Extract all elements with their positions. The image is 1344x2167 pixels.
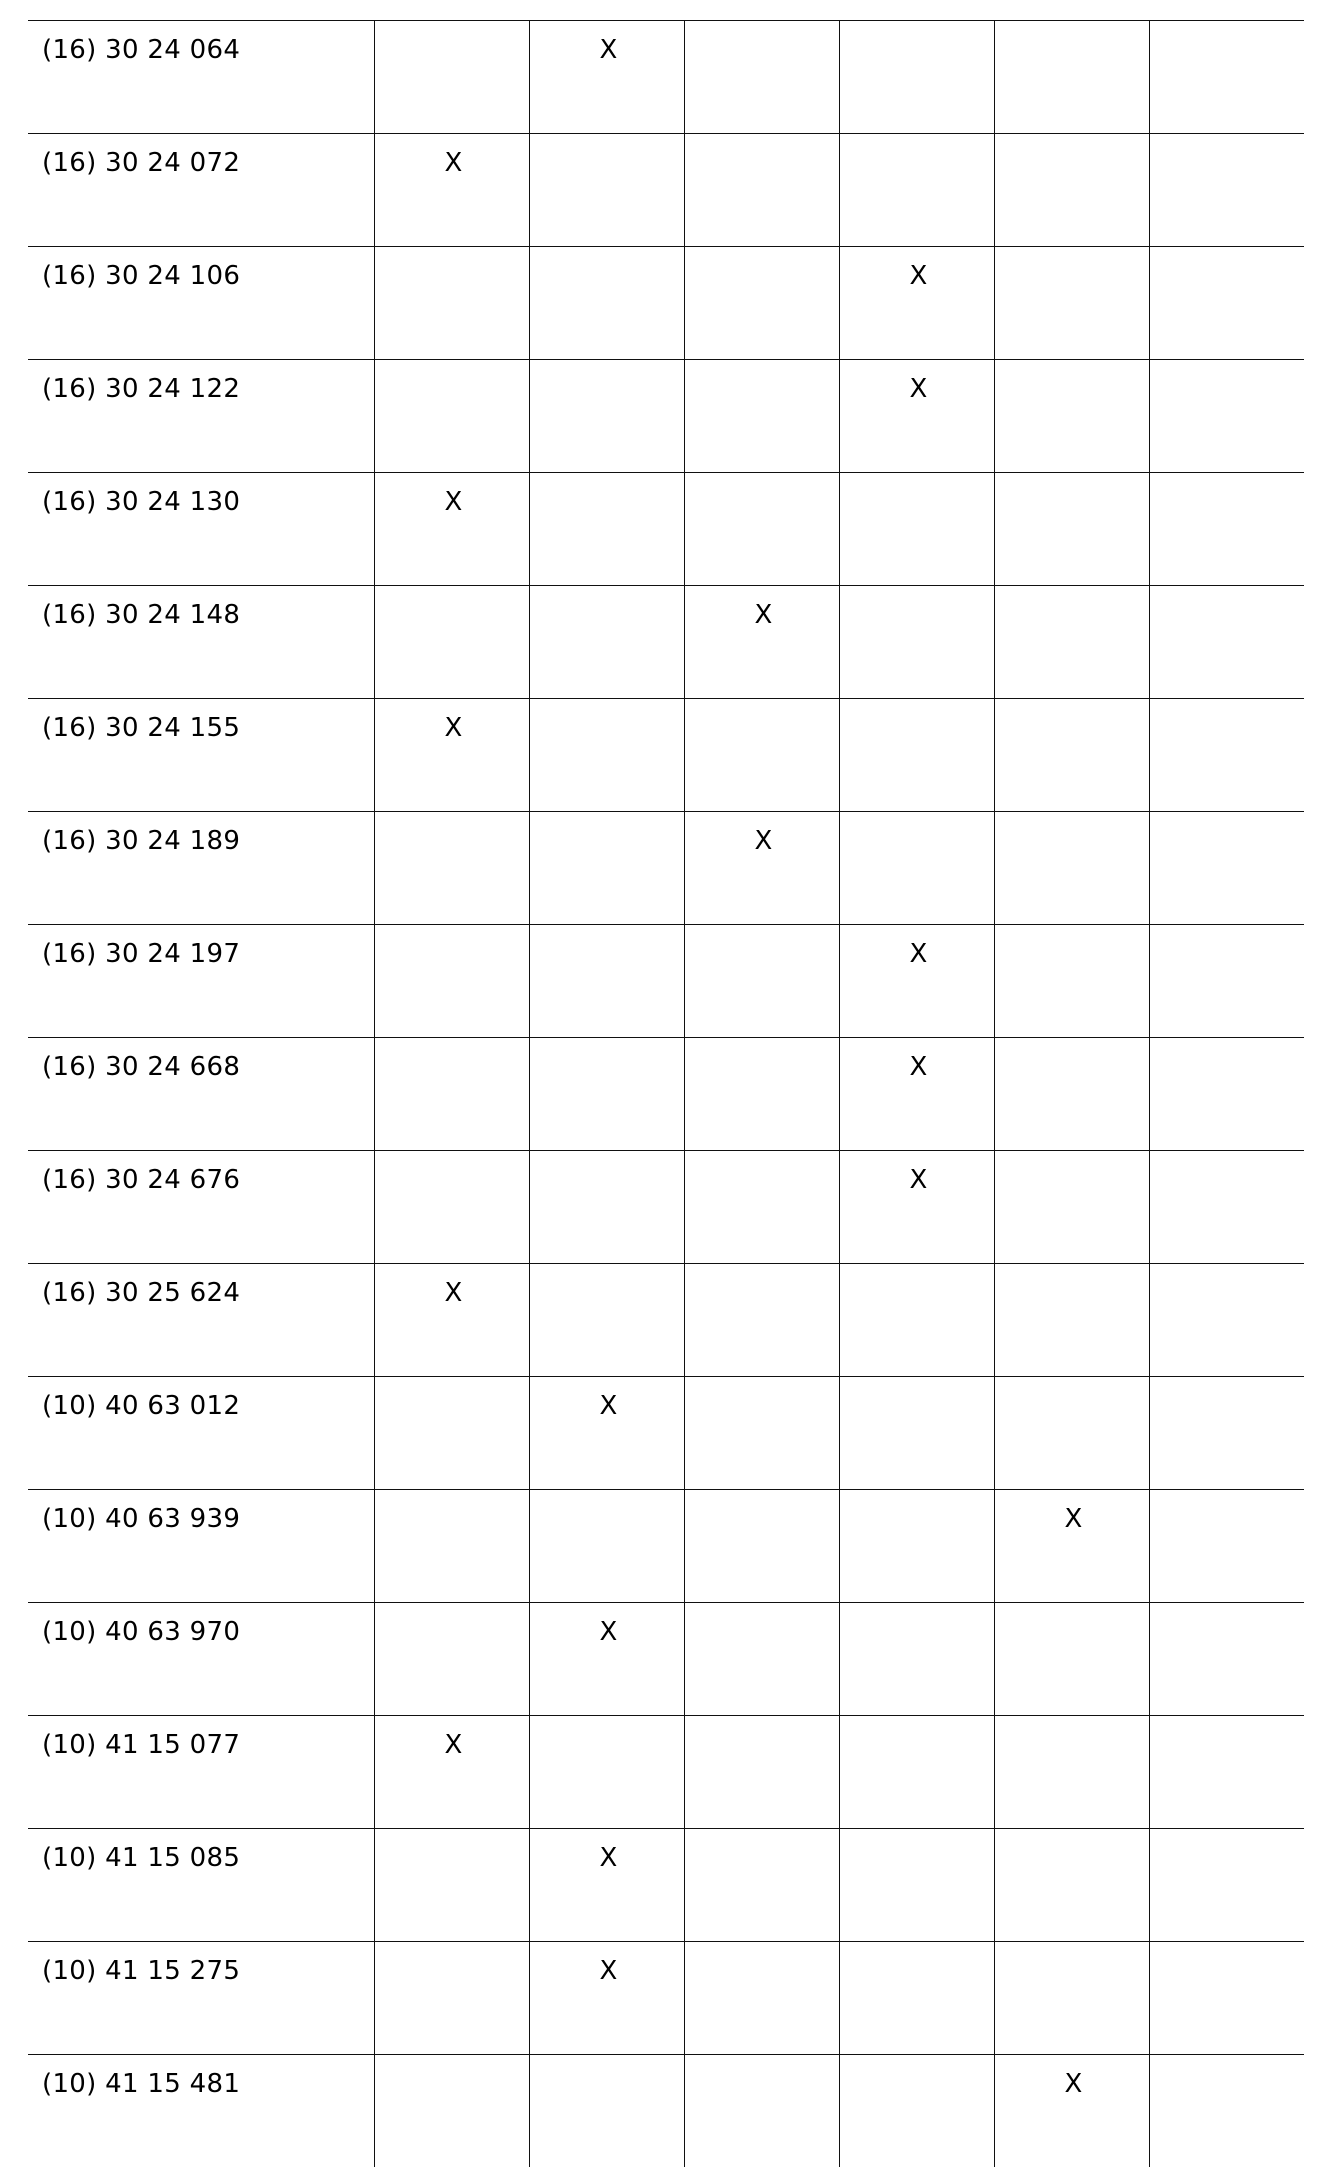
mark-cell-col-4 (839, 699, 994, 812)
mark-cell-col-1: X (374, 1264, 529, 1377)
mark-cell-col-1 (374, 1603, 529, 1716)
table-row (28, 473, 1304, 586)
mark-cell-col-2 (529, 925, 684, 1038)
row-id-cell: (16) 30 24 072 (28, 134, 374, 247)
mark-cell-col-3 (684, 1603, 839, 1716)
mark-cell-col-3: X (684, 812, 839, 925)
mark-cell-col-5 (994, 1264, 1149, 1377)
mark-cell-col-3 (684, 247, 839, 360)
mark-cell-col-3 (684, 134, 839, 247)
mark-cell-col-1 (374, 1038, 529, 1151)
row-id-cell: (16) 30 25 624 (28, 1264, 374, 1377)
mark-cell-col-6 (1149, 1377, 1304, 1490)
table-row (28, 812, 1304, 925)
mark-cell-col-6 (1149, 1942, 1304, 2055)
mark-cell-col-6 (1149, 586, 1304, 699)
mark-cell-col-1 (374, 925, 529, 1038)
mark-cell-col-2 (529, 812, 684, 925)
table-row (28, 134, 1304, 247)
mark-cell-col-5 (994, 925, 1149, 1038)
mark-cell-col-5 (994, 1603, 1149, 1716)
mark-cell-col-1 (374, 21, 529, 134)
mark-cell-col-4 (839, 2055, 994, 2167)
mark-cell-col-1: X (374, 699, 529, 812)
mark-cell-col-5 (994, 1716, 1149, 1829)
row-id-cell: (10) 41 15 077 (28, 1716, 374, 1829)
table-row (28, 1829, 1304, 1942)
mark-cell-col-5 (994, 134, 1149, 247)
mark-cell-col-2: X (529, 1377, 684, 1490)
row-id-cell: (16) 30 24 122 (28, 360, 374, 473)
mark-cell-col-6 (1149, 2055, 1304, 2167)
mark-cell-col-3 (684, 1942, 839, 2055)
row-id-cell: (10) 41 15 085 (28, 1829, 374, 1942)
table-row (28, 1716, 1304, 1829)
mark-cell-col-1 (374, 2055, 529, 2167)
mark-cell-col-3 (684, 1829, 839, 1942)
mark-cell-col-2: X (529, 1603, 684, 1716)
mark-cell-col-1 (374, 1829, 529, 1942)
mark-cell-col-5 (994, 1038, 1149, 1151)
mark-cell-col-2 (529, 1038, 684, 1151)
row-id-cell: (10) 41 15 481 (28, 2055, 374, 2167)
mark-cell-col-6 (1149, 1264, 1304, 1377)
mark-cell-col-5 (994, 586, 1149, 699)
mark-cell-col-3 (684, 21, 839, 134)
mark-cell-col-1 (374, 1151, 529, 1264)
mark-cell-col-6 (1149, 699, 1304, 812)
table-row (28, 1490, 1304, 1603)
mark-cell-col-6 (1149, 1151, 1304, 1264)
mark-cell-col-1 (374, 1377, 529, 1490)
mark-cell-col-1: X (374, 134, 529, 247)
mark-cell-col-5 (994, 812, 1149, 925)
mark-cell-col-3 (684, 1490, 839, 1603)
mark-cell-col-5 (994, 1942, 1149, 2055)
mark-cell-col-2 (529, 360, 684, 473)
mark-cell-col-2 (529, 586, 684, 699)
mark-cell-col-1: X (374, 473, 529, 586)
mark-cell-col-6 (1149, 1829, 1304, 1942)
table-row (28, 1377, 1304, 1490)
mark-cell-col-2 (529, 2055, 684, 2167)
mark-cell-col-5 (994, 1377, 1149, 1490)
mark-cell-col-2: X (529, 21, 684, 134)
mark-cell-col-1 (374, 1490, 529, 1603)
mark-cell-col-1 (374, 812, 529, 925)
table-row (28, 699, 1304, 812)
mark-cell-col-5: X (994, 2055, 1149, 2167)
mark-cell-col-4 (839, 1264, 994, 1377)
mark-cell-col-4 (839, 134, 994, 247)
mark-cell-col-5: X (994, 1490, 1149, 1603)
mark-cell-col-4: X (839, 247, 994, 360)
mark-cell-col-4 (839, 812, 994, 925)
mark-cell-col-4 (839, 1377, 994, 1490)
table-row (28, 925, 1304, 1038)
mark-cell-col-2 (529, 699, 684, 812)
mark-cell-col-3 (684, 1264, 839, 1377)
mark-cell-col-5 (994, 21, 1149, 134)
mark-cell-col-3 (684, 1716, 839, 1829)
mark-cell-col-4 (839, 1716, 994, 1829)
mark-cell-col-6 (1149, 1490, 1304, 1603)
mark-cell-col-3 (684, 360, 839, 473)
table-row (28, 586, 1304, 699)
mark-cell-col-3 (684, 925, 839, 1038)
mark-cell-col-6 (1149, 1038, 1304, 1151)
table-row (28, 1603, 1304, 1716)
mark-cell-col-1 (374, 360, 529, 473)
mark-cell-col-6 (1149, 1603, 1304, 1716)
table-row (28, 1151, 1304, 1264)
mark-cell-col-2: X (529, 1829, 684, 1942)
mark-cell-col-5 (994, 247, 1149, 360)
row-id-cell: (16) 30 24 197 (28, 925, 374, 1038)
row-id-cell: (10) 40 63 939 (28, 1490, 374, 1603)
row-id-cell: (10) 40 63 012 (28, 1377, 374, 1490)
mark-cell-col-1 (374, 586, 529, 699)
classification-table (28, 20, 1304, 2167)
row-id-cell: (16) 30 24 148 (28, 586, 374, 699)
mark-cell-col-6 (1149, 360, 1304, 473)
mark-cell-col-4: X (839, 1151, 994, 1264)
mark-cell-col-4 (839, 1490, 994, 1603)
mark-cell-col-3 (684, 2055, 839, 2167)
mark-cell-col-4 (839, 1829, 994, 1942)
mark-cell-col-2 (529, 134, 684, 247)
table-body (28, 21, 1304, 2167)
mark-cell-col-2 (529, 1151, 684, 1264)
mark-cell-col-6 (1149, 21, 1304, 134)
mark-cell-col-5 (994, 360, 1149, 473)
row-id-cell: (16) 30 24 668 (28, 1038, 374, 1151)
table-row (28, 247, 1304, 360)
mark-cell-col-5 (994, 473, 1149, 586)
mark-cell-col-1 (374, 1942, 529, 2055)
mark-cell-col-5 (994, 1829, 1149, 1942)
mark-cell-col-4 (839, 586, 994, 699)
row-id-cell: (16) 30 24 189 (28, 812, 374, 925)
row-id-cell: (10) 41 15 275 (28, 1942, 374, 2055)
mark-cell-col-6 (1149, 925, 1304, 1038)
mark-cell-col-3 (684, 1377, 839, 1490)
mark-cell-col-4 (839, 1603, 994, 1716)
mark-cell-col-2: X (529, 1942, 684, 2055)
mark-cell-col-4: X (839, 360, 994, 473)
mark-cell-col-4: X (839, 1038, 994, 1151)
row-id-cell: (16) 30 24 676 (28, 1151, 374, 1264)
mark-cell-col-3 (684, 699, 839, 812)
mark-cell-col-4 (839, 1942, 994, 2055)
mark-cell-col-3 (684, 1038, 839, 1151)
mark-cell-col-2 (529, 1264, 684, 1377)
row-id-cell: (16) 30 24 064 (28, 21, 374, 134)
mark-cell-col-2 (529, 1490, 684, 1603)
mark-cell-col-4 (839, 473, 994, 586)
mark-cell-col-4 (839, 21, 994, 134)
mark-cell-col-1: X (374, 1716, 529, 1829)
row-id-cell: (16) 30 24 130 (28, 473, 374, 586)
mark-cell-col-4: X (839, 925, 994, 1038)
row-id-cell: (16) 30 24 106 (28, 247, 374, 360)
table-row (28, 360, 1304, 473)
mark-cell-col-2 (529, 1716, 684, 1829)
mark-cell-col-5 (994, 699, 1149, 812)
table-row (28, 1942, 1304, 2055)
mark-cell-col-6 (1149, 134, 1304, 247)
table-row (28, 1264, 1304, 1377)
mark-cell-col-2 (529, 247, 684, 360)
table-row (28, 21, 1304, 134)
mark-cell-col-3: X (684, 586, 839, 699)
mark-cell-col-2 (529, 473, 684, 586)
mark-cell-col-6 (1149, 473, 1304, 586)
mark-cell-col-6 (1149, 247, 1304, 360)
mark-cell-col-3 (684, 1151, 839, 1264)
mark-cell-col-6 (1149, 1716, 1304, 1829)
mark-cell-col-1 (374, 247, 529, 360)
row-id-cell: (10) 40 63 970 (28, 1603, 374, 1716)
mark-cell-col-5 (994, 1151, 1149, 1264)
mark-cell-col-6 (1149, 812, 1304, 925)
mark-cell-col-3 (684, 473, 839, 586)
table-row (28, 2055, 1304, 2167)
row-id-cell: (16) 30 24 155 (28, 699, 374, 812)
table-row (28, 1038, 1304, 1151)
